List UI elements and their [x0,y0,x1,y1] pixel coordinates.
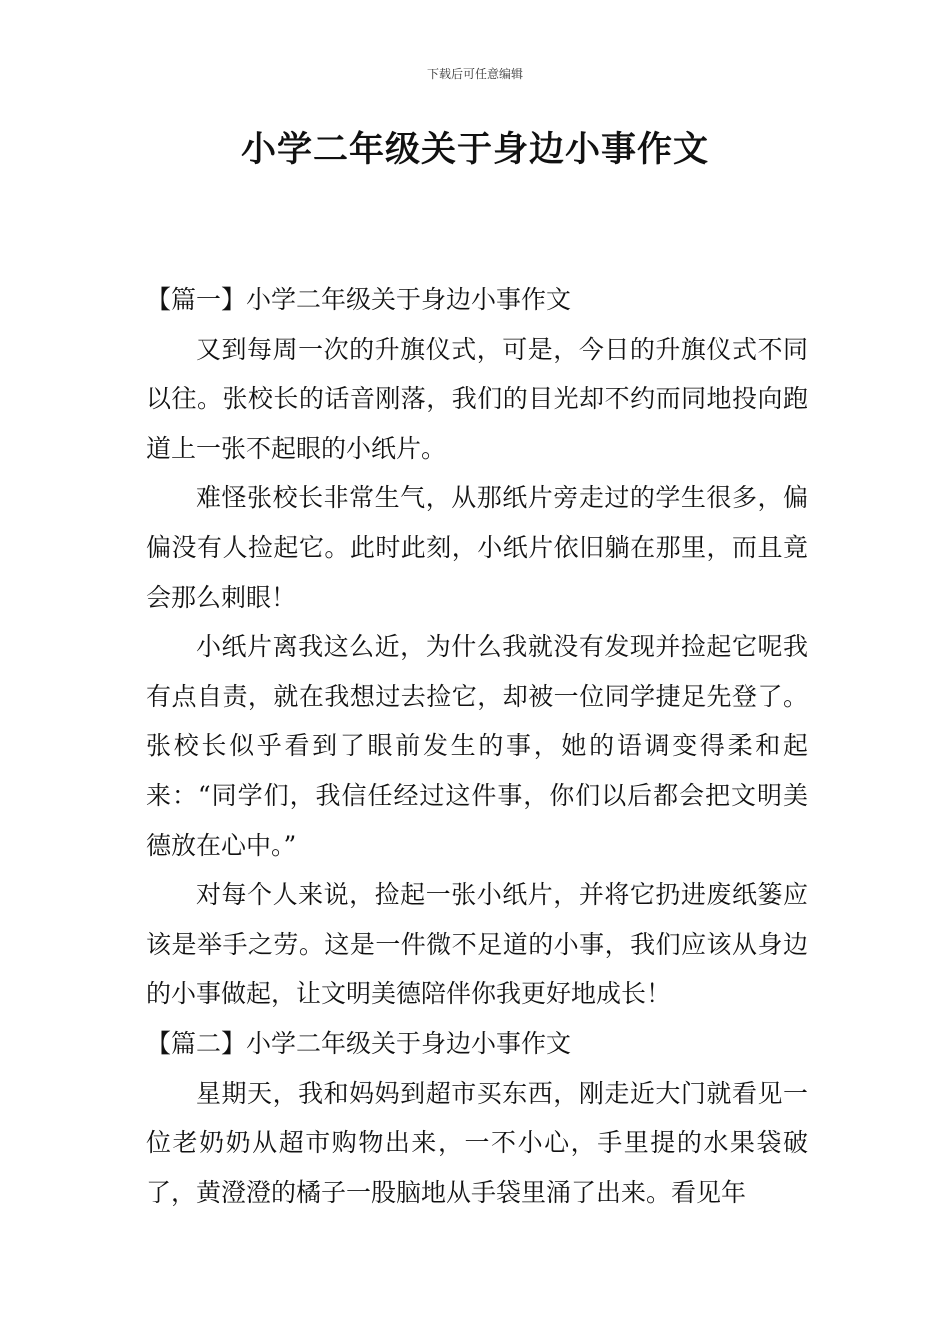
document-title: 小学二年级关于身边小事作文 [240,130,709,170]
section-heading-1: 【篇一】小学二年级关于身边小事作文 [146,285,572,314]
paragraph-5: 星期天，我和妈妈到超市买东西，刚走近大门就看见一位老奶奶从超市购物出来，一不小心，手里提的水果袋破了，黄澄澄的橘子一股脑地从手袋里涌了出来。看见年 [146,1078,808,1207]
paragraph-2: 难怪张校长非常生气，从那纸片旁走过的学生很多，偏偏没有人捡起它。此时此刻，小纸片依旧躺在那里，而且竟会那么刺眼！ [146,483,808,612]
section-heading-2: 【篇二】小学二年级关于身边小事作文 [146,1028,572,1058]
paragraph-4: 对每个人来说，捡起一张小纸片，并将它扔进废纸篓应该是举手之劳。这是一件微不足道的小事，我们应该从身边的小事做起，让文明美德陪伴你我更好地成长！ [146,880,808,1009]
header-note: 下载后可任意编辑 [426,67,523,81]
document-body [146,275,808,1217]
paragraph-3: 小纸片离我这么近，为什么我就没有发现并捡起它呢我有点自责，就在我想过去捡它，却被一位同学捷足先登了。张校长似乎看到了眼前发生的事，她的语调变得柔和起来：“同学们，我信任经过这件事，你们以后都会把文明美德放在心中。” [146,632,808,860]
paragraph-1: 又到每周一次的升旗仪式，可是，今日的升旗仪式不同以往。张校长的话音刚落，我们的目光却不约而同地投向跑道上一张不起眼的小纸片。 [146,334,808,463]
